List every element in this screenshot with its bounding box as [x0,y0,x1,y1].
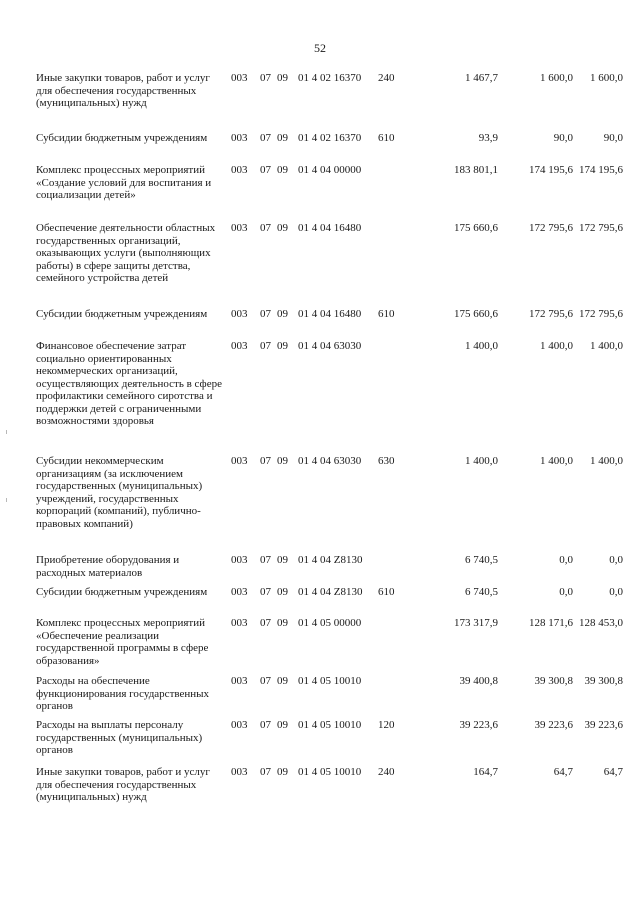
row-target-item-code: 01 4 05 10010 [298,766,362,778]
row-expense-type-code: 630 [378,455,395,467]
row-amount-year-3: 0,0 [609,586,623,598]
row-section-code: 07 [260,554,271,566]
scan-margin-mark [6,498,7,502]
row-amount-year-3: 1 400,0 [590,455,623,467]
row-name: Субсидии бюджетным учреждениям [36,586,208,598]
row-amount-year-2: 39 223,6 [534,719,573,731]
row-subsection-code: 09 [277,586,288,598]
row-section-code: 07 [260,455,271,467]
row-amount-year-3: 39 300,8 [584,675,623,687]
row-amount-year-2: 128 171,6 [529,617,573,629]
row-grbs-code: 003 [231,617,248,629]
row-name: Обеспечение деятельности областных государственных организаций, оказывающих услуги (выполняющих работы) в сфере защиты детства, семейного устройства детей [36,222,216,284]
row-amount-year-1: 164,7 [473,766,498,778]
scan-margin-mark [6,430,7,434]
row-grbs-code: 003 [231,586,248,598]
row-section-code: 07 [260,164,271,176]
row-target-item-code: 01 4 05 00000 [298,617,362,629]
row-grbs-code: 003 [231,719,248,731]
row-amount-year-2: 0,0 [559,586,573,598]
row-expense-type-code: 120 [378,719,395,731]
row-amount-year-3: 39 223,6 [584,719,623,731]
row-subsection-code: 09 [277,308,288,320]
row-subsection-code: 09 [277,222,288,234]
row-amount-year-2: 174 195,6 [529,164,573,176]
row-section-code: 07 [260,617,271,629]
row-target-item-code: 01 4 04 Z8130 [298,586,363,598]
row-grbs-code: 003 [231,675,248,687]
row-name: Финансовое обеспечение затрат социально ориентированных некоммерческих организаций, осуществляющих деятельность в сфере профилактики семейного сиротства и поддержки детей с ограниченными возможностями здоровья [36,340,222,427]
row-target-item-code: 01 4 02 16370 [298,132,362,144]
row-amount-year-3: 128 453,0 [579,617,623,629]
row-grbs-code: 003 [231,72,248,84]
row-target-item-code: 01 4 05 10010 [298,719,362,731]
row-amount-year-2: 39 300,8 [534,675,573,687]
row-amount-year-3: 172 795,6 [579,308,623,320]
row-amount-year-1: 1 400,0 [465,340,498,352]
row-target-item-code: 01 4 04 63030 [298,340,362,352]
row-grbs-code: 003 [231,554,248,566]
row-target-item-code: 01 4 04 Z8130 [298,554,363,566]
row-amount-year-3: 174 195,6 [579,164,623,176]
page-number: 52 [314,41,326,55]
row-amount-year-1: 6 740,5 [465,586,498,598]
row-amount-year-2: 0,0 [559,554,573,566]
row-expense-type-code: 610 [378,586,395,598]
row-amount-year-2: 1 400,0 [540,340,573,352]
row-amount-year-2: 1 600,0 [540,72,573,84]
row-amount-year-1: 183 801,1 [454,164,498,176]
row-section-code: 07 [260,340,271,352]
row-section-code: 07 [260,766,271,778]
row-amount-year-3: 0,0 [609,554,623,566]
row-name: Расходы на обеспечение функционирования государственных органов [36,675,210,712]
row-amount-year-1: 173 317,9 [454,617,498,629]
row-name: Субсидии бюджетным учреждениям [36,132,208,144]
row-amount-year-3: 1 600,0 [590,72,623,84]
row-name: Иные закупки товаров, работ и услуг для обеспечения государственных (муниципальных) нужд [36,72,210,109]
row-amount-year-1: 39 400,8 [459,675,498,687]
row-section-code: 07 [260,675,271,687]
row-amount-year-1: 39 223,6 [459,719,498,731]
row-amount-year-2: 172 795,6 [529,222,573,234]
row-subsection-code: 09 [277,617,288,629]
row-amount-year-1: 6 740,5 [465,554,498,566]
row-subsection-code: 09 [277,675,288,687]
row-target-item-code: 01 4 02 16370 [298,72,362,84]
row-grbs-code: 003 [231,455,248,467]
row-name: Иные закупки товаров, работ и услуг для обеспечения государственных (муниципальных) нужд [36,766,210,803]
row-target-item-code: 01 4 04 16480 [298,222,362,234]
row-expense-type-code: 240 [378,72,395,84]
row-grbs-code: 003 [231,766,248,778]
row-subsection-code: 09 [277,719,288,731]
row-grbs-code: 003 [231,340,248,352]
row-amount-year-1: 1 467,7 [465,72,498,84]
row-section-code: 07 [260,308,271,320]
row-subsection-code: 09 [277,164,288,176]
row-name: Субсидии бюджетным учреждениям [36,308,208,320]
row-grbs-code: 003 [231,222,248,234]
row-amount-year-1: 175 660,6 [454,308,498,320]
row-target-item-code: 01 4 04 63030 [298,455,362,467]
row-expense-type-code: 240 [378,766,395,778]
row-amount-year-3: 1 400,0 [590,340,623,352]
row-grbs-code: 003 [231,132,248,144]
row-target-item-code: 01 4 04 16480 [298,308,362,320]
row-amount-year-1: 175 660,6 [454,222,498,234]
row-name: Субсидии некоммерческим организациям (за исключением государственных (муниципальных) учреждений, государственных корпораций (компаний), публично-правовых компаний) [36,455,203,530]
row-name: Комплекс процессных мероприятий «Создание условий для воспитания и социализации детей» [36,164,212,201]
row-amount-year-3: 64,7 [603,766,623,778]
row-subsection-code: 09 [277,554,288,566]
row-subsection-code: 09 [277,132,288,144]
row-expense-type-code: 610 [378,308,395,320]
row-grbs-code: 003 [231,308,248,320]
row-grbs-code: 003 [231,164,248,176]
row-subsection-code: 09 [277,766,288,778]
row-amount-year-2: 90,0 [553,132,573,144]
row-amount-year-2: 1 400,0 [540,455,573,467]
row-subsection-code: 09 [277,455,288,467]
row-amount-year-1: 1 400,0 [465,455,498,467]
row-subsection-code: 09 [277,72,288,84]
row-name: Комплекс процессных мероприятий «Обеспечение реализации государственной программы в сфере образования» [36,617,209,667]
row-name: Расходы на выплаты персоналу государственных (муниципальных) органов [36,719,203,756]
row-target-item-code: 01 4 05 10010 [298,675,362,687]
row-amount-year-3: 90,0 [603,132,623,144]
row-subsection-code: 09 [277,340,288,352]
row-section-code: 07 [260,719,271,731]
row-section-code: 07 [260,222,271,234]
row-section-code: 07 [260,72,271,84]
row-expense-type-code: 610 [378,132,395,144]
row-amount-year-2: 64,7 [553,766,573,778]
row-section-code: 07 [260,586,271,598]
row-section-code: 07 [260,132,271,144]
row-amount-year-3: 172 795,6 [579,222,623,234]
row-name: Приобретение оборудования и расходных материалов [36,554,180,579]
row-amount-year-2: 172 795,6 [529,308,573,320]
row-amount-year-1: 93,9 [478,132,498,144]
row-target-item-code: 01 4 04 00000 [298,164,362,176]
